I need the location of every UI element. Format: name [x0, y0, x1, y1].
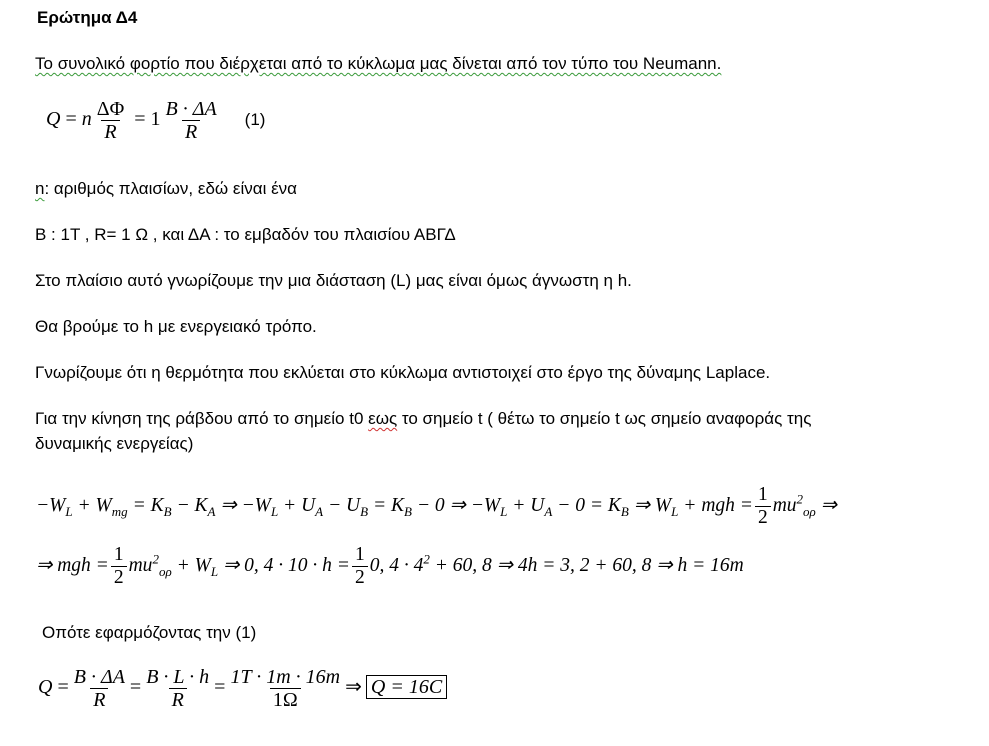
line-apply: Οπότε εφαρμόζοντας την (1) — [42, 623, 257, 642]
line-h: Θα βρούμε το h με ενεργειακό τρόπο. — [35, 317, 317, 336]
e1-s10sub: A — [544, 503, 553, 519]
e1-s13: + mgh = — [678, 494, 753, 516]
energy-equation-2 — [36, 544, 744, 589]
final-f1-num: B · ΔΑ — [73, 666, 125, 688]
e1-s9sub: L — [500, 503, 508, 519]
e2-s2sup: 2 — [152, 551, 159, 567]
final-equals-3: = — [214, 676, 226, 699]
e1-s7sub: B — [360, 503, 369, 519]
eq1-num2: B · ΔΑ — [165, 98, 217, 120]
e1-s3sub: B — [163, 503, 172, 519]
intro-text — [35, 53, 721, 75]
final-equals-2: = — [129, 676, 142, 699]
e1-s9: − 0 ⇒ −W — [411, 494, 501, 516]
final-arrow: ⇒ — [345, 676, 362, 699]
e1-frac-den: 2 — [755, 506, 771, 529]
final-fraction-3 — [227, 666, 343, 711]
e1-s6: + U — [278, 494, 316, 516]
final-result-box: Q = 16C — [366, 675, 447, 699]
final-f3-num: 1T · 1m · 16m — [230, 666, 341, 688]
final-Q: Q — [38, 676, 53, 699]
e1-s12sub: L — [671, 503, 679, 519]
e1-half-fraction — [755, 484, 771, 529]
e1-s8sub: B — [404, 503, 412, 519]
e2-s3: + W — [171, 554, 211, 576]
e1-s12: ⇒ W — [628, 494, 672, 516]
e2-s3sub: L — [210, 563, 219, 579]
eq1-den2: R — [182, 120, 200, 143]
eq1-Q: Q — [46, 108, 61, 131]
line-motion-1 — [35, 408, 811, 430]
line-n-symbol: n — [35, 179, 45, 198]
e2-s6: + 60, 8 ⇒ 4h = 3, 2 + 60, 8 ⇒ h = 16m — [429, 554, 744, 576]
final-f2-den: R — [169, 688, 187, 711]
final-fraction-2 — [143, 666, 212, 711]
e1-s14sup: 2 — [796, 491, 804, 507]
motion-a: Για την κίνηση της ράβδου από το σημείο t0 — [35, 409, 369, 428]
final-f2-num: B · L · h — [146, 666, 210, 688]
e1-s2sub: mg — [111, 503, 128, 519]
eq1-equals-2: = — [134, 108, 146, 131]
e1-s6sub: A — [315, 503, 324, 519]
e2-f1-num: 1 — [113, 544, 124, 565]
line-heat: Γνωρίζουμε ότι η θερμότητα που εκλύεται στο κύκλωμα αντιστοιχεί στο έργο της δύναμης Laplace. — [35, 363, 771, 382]
eq1-fraction-area — [163, 98, 220, 143]
e1-s3: = K — [127, 494, 164, 516]
e1-s11sub: B — [620, 503, 629, 519]
e1-s15: ⇒ — [815, 494, 837, 516]
final-f1-den: R — [90, 688, 108, 711]
e1-s1: −W — [36, 494, 66, 516]
final-fraction-1 — [71, 666, 128, 711]
eq1-tag: (1) — [244, 110, 266, 130]
e1-s5sub: L — [270, 503, 279, 519]
e1-s8: = K — [368, 494, 404, 516]
eq1-equals: = — [65, 108, 77, 131]
final-equals: = — [57, 676, 69, 699]
e1-s4sub: A — [207, 503, 216, 519]
e2-s2sub: ορ — [158, 563, 172, 579]
e2-f2-den: 2 — [352, 566, 368, 589]
e2-s5: 0, 4 · 4 — [369, 554, 424, 576]
e1-s1sub: L — [65, 503, 73, 519]
e1-s4: − K — [171, 494, 208, 516]
e2-s1: ⇒ mgh = — [36, 554, 109, 576]
e2-half-fraction-1 — [111, 544, 127, 589]
e1-s7: − U — [323, 494, 361, 516]
e2-s4: ⇒ 0, 4 · 10 · h = — [218, 554, 350, 576]
final-f3-den: 1Ω — [270, 688, 301, 711]
e1-s10: + U — [507, 494, 545, 516]
e2-s5sup: 2 — [423, 551, 430, 567]
eq1-fraction-flux — [94, 98, 127, 143]
e1-frac-num: 1 — [757, 484, 768, 505]
eq1-den1: R — [101, 120, 119, 143]
e2-half-fraction-2 — [352, 544, 368, 589]
e1-s11: − 0 = K — [552, 494, 621, 516]
eq1-num1: ΔΦ — [96, 98, 125, 120]
e2-f2-num: 1 — [354, 544, 365, 565]
line-n — [35, 178, 297, 200]
energy-equation-1 — [36, 484, 837, 529]
e1-s14: mu — [772, 494, 797, 516]
question-title: Ερώτημα Δ4 — [37, 8, 138, 27]
e2-s2: mu — [128, 554, 153, 576]
final-equation — [38, 666, 447, 711]
eq1-n: n — [81, 108, 92, 131]
line-motion-2: δυναμικής ενεργείας) — [35, 434, 194, 453]
motion-ews: εως — [368, 409, 398, 428]
line-b: Β : 1Τ , R= 1 Ω , και ΔΑ : το εμβαδόν του πλαισίου ΑΒΓΔ — [35, 225, 456, 244]
line-l: Στο πλαίσιο αυτό γνωρίζουμε την μια διάσταση (L) μας είναι όμως άγνωστη η h. — [35, 271, 632, 290]
intro-sentence: Το συνολικό φορτίο που διέρχεται από το κύκλωμα μας δίνεται από τον τύπο του Neumann. — [35, 54, 722, 73]
equation-neumann — [46, 98, 265, 143]
line-n-text: : αριθμός πλαισίων, εδώ είναι ένα — [44, 179, 298, 198]
e2-f1-den: 2 — [111, 566, 127, 589]
e1-s2: + W — [72, 494, 112, 516]
eq1-one: 1 — [150, 108, 161, 131]
e1-s5: ⇒ −W — [215, 494, 271, 516]
e1-s14sub: ορ — [803, 503, 816, 519]
motion-b: το σημείο t ( θέτω το σημείο t ως σημείο αναφοράς της — [397, 409, 812, 428]
